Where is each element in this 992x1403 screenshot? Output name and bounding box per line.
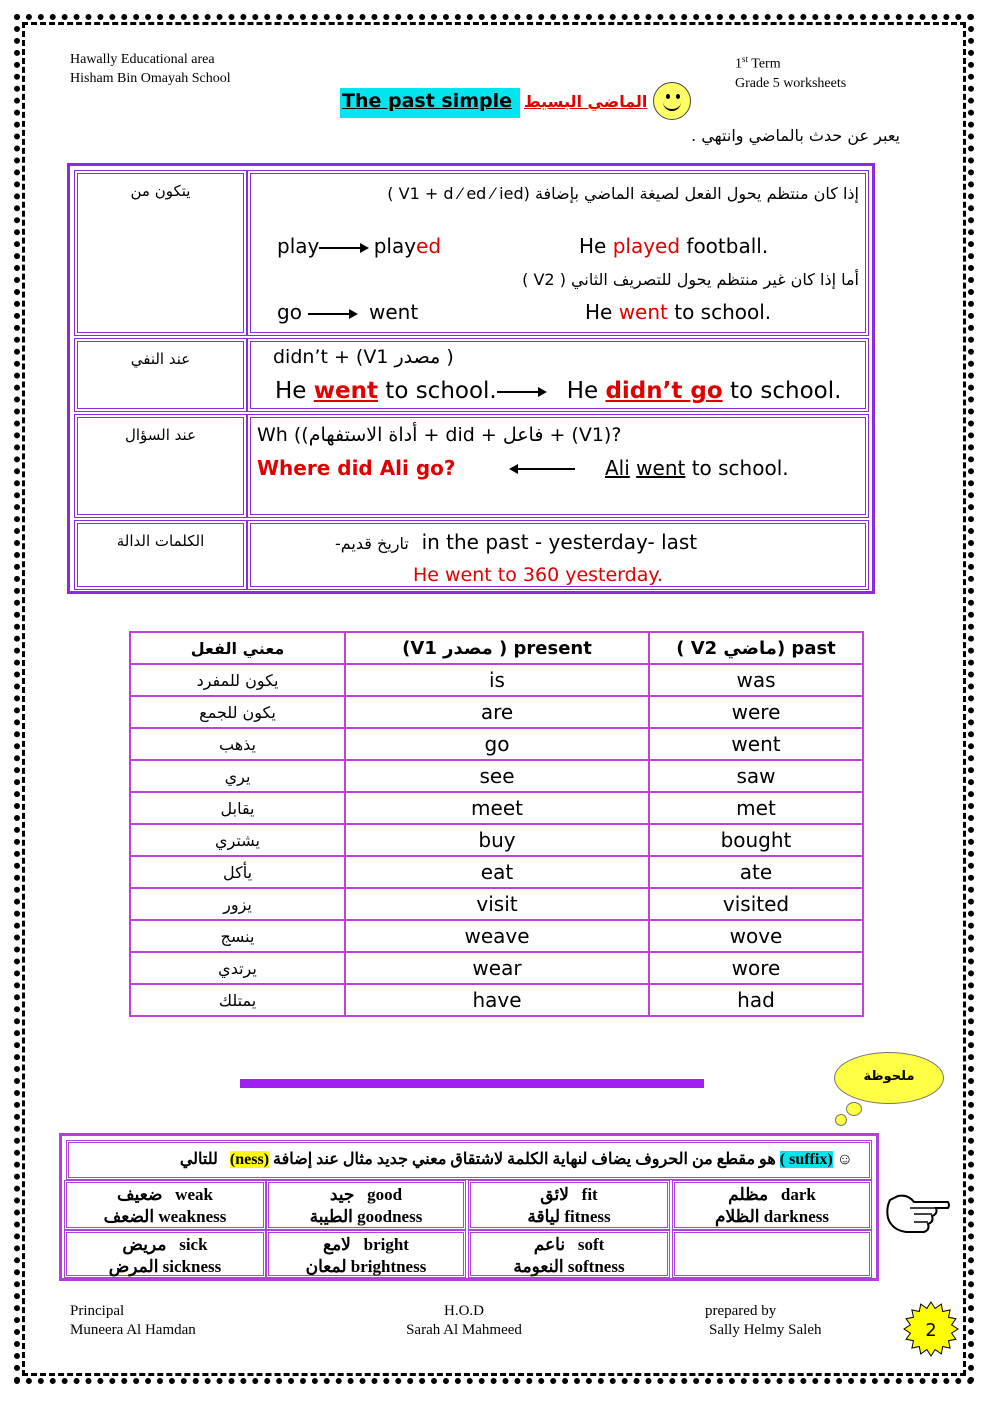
note-bubble <box>834 1052 944 1104</box>
base-word: weak <box>175 1185 213 1204</box>
page-number-badge <box>903 1301 959 1357</box>
suffix-cell <box>468 1230 670 1278</box>
note-bubble-label: ملحوظة <box>863 1069 915 1084</box>
form-rule-regular: إذا كان منتظم يحول الفعل لصيغة الماضي بإضافة (V1 + d ⁄ ed ⁄ ied ) <box>387 184 859 203</box>
hod-title: H.O.D <box>444 1303 484 1319</box>
suffix-word-ar: لياقة <box>527 1207 561 1226</box>
suffix-word: fitness <box>564 1207 611 1226</box>
suffix-cell <box>672 1180 872 1230</box>
verb-row <box>130 888 863 920</box>
prepared-name: Sally Helmy Saleh <box>709 1322 822 1338</box>
bubble-dot <box>846 1102 862 1116</box>
form-label: يتكون من <box>130 182 191 200</box>
verb-meaning: يمتلك <box>130 984 345 1016</box>
suffix-word: darkness <box>763 1207 829 1226</box>
verb-meaning: يكون للمفرد <box>130 664 345 696</box>
verb-meaning: ينسج <box>130 920 345 952</box>
verb-past: wove <box>649 920 863 952</box>
keywords-line: تاريخ قديم- in the past - yesterday- last <box>335 530 698 554</box>
grammar-table <box>67 163 875 594</box>
base-word: good <box>367 1185 403 1204</box>
question-example: Where did Ali go? <box>257 456 456 480</box>
verb-present: have <box>345 984 649 1016</box>
verb-past: saw <box>649 760 863 792</box>
verb-row <box>130 856 863 888</box>
negative-example: He went to school. He didn’t go to school. <box>275 378 842 404</box>
verb-past: had <box>649 984 863 1016</box>
base-word: sick <box>179 1235 208 1254</box>
base-word: fit <box>581 1185 598 1204</box>
negative-rule-cell <box>247 338 869 412</box>
verb-row <box>130 696 863 728</box>
suffix-cell <box>266 1180 466 1230</box>
base-word-ar: جيد <box>329 1185 355 1204</box>
bubble-dot <box>835 1114 847 1126</box>
base-word-ar: لائق <box>540 1185 569 1204</box>
header-meaning: معني الفعل <box>130 632 345 664</box>
verb-row <box>130 792 863 824</box>
form-rule-cell <box>247 170 869 336</box>
verb-past: met <box>649 792 863 824</box>
verb-row <box>130 952 863 984</box>
suffix-table <box>59 1133 879 1281</box>
page-number: 2 <box>925 1320 937 1341</box>
question-answer: Ali went to school. <box>605 456 789 480</box>
verb-past: visited <box>649 888 863 920</box>
pointing-hand-icon <box>884 1184 950 1238</box>
example-sentence-played: He played football. <box>579 234 769 258</box>
base-word: dark <box>780 1185 816 1204</box>
arrow-icon <box>308 313 356 315</box>
verb-meaning: يكون للجمع <box>130 696 345 728</box>
arrow-icon <box>497 391 545 393</box>
header-past: ( V2 ماضي) past <box>649 632 863 664</box>
left-arrow-icon <box>511 458 575 477</box>
note-text-end: للتالي <box>179 1151 218 1168</box>
example-go: go went <box>277 300 419 324</box>
note-text: هو مقطع من الحروف يضاف لنهاية الكلمة لاشتقاق معني جديد مثال عند إضافة <box>273 1151 776 1168</box>
verb-present: go <box>345 728 649 760</box>
verb-row <box>130 728 863 760</box>
verb-table <box>129 631 864 1017</box>
suffix-cell <box>266 1230 466 1278</box>
example-sentence-went: He went to school. <box>585 300 772 324</box>
area-name: Hawally Educational area <box>70 52 215 67</box>
keywords-example: He went to 360 yesterday. <box>413 564 663 586</box>
suffix-word-ar: الطيبة <box>309 1207 353 1226</box>
suffix-word: weakness <box>158 1207 227 1226</box>
term: 1st Term <box>735 54 781 72</box>
prepared-block <box>705 1302 822 1340</box>
verb-present: see <box>345 760 649 792</box>
suffix-cell <box>672 1230 872 1278</box>
verb-meaning: يقابل <box>130 792 345 824</box>
verb-present: are <box>345 696 649 728</box>
verb-present: is <box>345 664 649 696</box>
verb-present: buy <box>345 824 649 856</box>
base-word-ar: ضعيف <box>117 1185 163 1204</box>
suffix-word-ar: الضعف <box>103 1207 155 1226</box>
form-rule-irregular: أما إذا كان غير منتظم يحول للتصريف الثاني ( V2 ) <box>522 270 859 289</box>
suffix-word: sickness <box>162 1257 222 1276</box>
verb-row <box>130 920 863 952</box>
verb-present: weave <box>345 920 649 952</box>
hod-name: Sarah Al Mahmeed <box>406 1322 522 1338</box>
header-left <box>70 50 231 88</box>
verb-present: visit <box>345 888 649 920</box>
base-word: soft <box>577 1235 605 1254</box>
ness-term: (ness) <box>229 1151 270 1168</box>
suffix-word-ar: المرض <box>108 1257 159 1276</box>
school-name: Hisham Bin Omayah School <box>70 71 231 86</box>
negative-label: عند النفي <box>130 350 191 368</box>
base-word-ar: مريض <box>122 1235 167 1254</box>
example-play: play played <box>277 234 442 258</box>
verb-meaning: يرتدي <box>130 952 345 984</box>
negative-rule: didn’t + (V1 مصدر ) <box>273 346 454 368</box>
verb-row <box>130 984 863 1016</box>
page-title: The past simple <box>342 90 513 112</box>
smiley-icon <box>653 82 691 120</box>
verb-meaning: يذهب <box>130 728 345 760</box>
base-word-ar: لامع <box>323 1235 351 1254</box>
divider <box>240 1079 704 1088</box>
suffix-cell <box>64 1230 266 1278</box>
verb-table-header <box>130 632 863 664</box>
principal-title: Principal <box>70 1303 125 1319</box>
question-rule-cell <box>247 414 869 518</box>
negative-label-cell <box>74 338 247 412</box>
keywords-label: الكلمات الدالة <box>116 532 205 550</box>
keywords-cell <box>247 520 869 590</box>
note-row <box>66 1140 872 1180</box>
smile-icon: ☺ <box>836 1151 853 1168</box>
suffix-word-ar: الظلام <box>715 1207 760 1226</box>
principal-block <box>70 1302 196 1340</box>
grade: Grade 5 worksheets <box>735 75 847 91</box>
definition: يعبر عن حدث بالماضي وانتهي . <box>691 126 900 145</box>
question-label-cell <box>74 414 247 518</box>
header-right <box>735 50 846 93</box>
suffix-word-ar: النعومة <box>513 1257 564 1276</box>
verb-present: wear <box>345 952 649 984</box>
verb-past: was <box>649 664 863 696</box>
suffix-word: brightness <box>350 1257 427 1276</box>
verb-row <box>130 824 863 856</box>
base-word-ar: ناعم <box>533 1235 566 1254</box>
keywords-label-cell <box>74 520 247 590</box>
prepared-title: prepared by <box>705 1303 777 1319</box>
question-rule: Wh ((أداة الاستفهام + did + فاعل + (V1)? <box>257 424 622 446</box>
hod-block <box>398 1302 530 1340</box>
question-label: عند السؤال <box>124 426 197 444</box>
verb-present: meet <box>345 792 649 824</box>
arrow-icon <box>319 247 367 249</box>
verb-past: bought <box>649 824 863 856</box>
suffix-cell <box>64 1180 266 1230</box>
verb-meaning: يري <box>130 760 345 792</box>
verb-present: eat <box>345 856 649 888</box>
suffix-word-ar: لمعان <box>305 1257 347 1276</box>
page-title-arabic: الماضي البسيط <box>524 92 648 111</box>
suffix-word: softness <box>567 1257 625 1276</box>
suffix-cell <box>468 1180 670 1230</box>
form-label-cell <box>74 170 247 336</box>
verb-meaning: يشتري <box>130 824 345 856</box>
verb-row <box>130 664 863 696</box>
verb-meaning: يأكل <box>130 856 345 888</box>
base-word: bright <box>363 1235 409 1254</box>
suffix-term: ( suffix) <box>779 1151 833 1168</box>
verb-past: were <box>649 696 863 728</box>
header-present: (V1 مصدر ) present <box>345 632 649 664</box>
principal-name: Muneera Al Hamdan <box>70 1322 196 1338</box>
verb-past: ate <box>649 856 863 888</box>
verb-row <box>130 760 863 792</box>
verb-meaning: يزور <box>130 888 345 920</box>
verb-past: went <box>649 728 863 760</box>
verb-past: wore <box>649 952 863 984</box>
suffix-word: goodness <box>357 1207 423 1226</box>
base-word-ar: مظلم <box>728 1185 769 1204</box>
